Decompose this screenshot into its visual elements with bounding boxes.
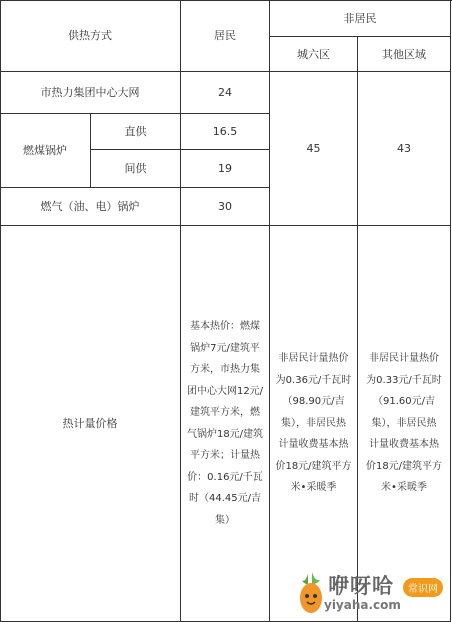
coal-direct-label: 直供 bbox=[124, 125, 147, 138]
text-line: 计量收费基本热 bbox=[369, 439, 439, 451]
row-metered-label bbox=[0, 226, 181, 622]
carrot-mascot-icon bbox=[296, 572, 326, 618]
header-method bbox=[0, 0, 181, 72]
text-line: 为0.33元/千瓦时 bbox=[366, 374, 442, 386]
text-line: 价：0.16元/千瓦 bbox=[187, 471, 263, 483]
text-line: 团中心大网12元/ bbox=[186, 385, 264, 397]
row-coal-indirect-label bbox=[91, 150, 181, 188]
text-line: 价18元/建筑平方 bbox=[275, 460, 352, 472]
non-resident-other-price bbox=[358, 72, 451, 226]
row-coal-direct-resident bbox=[181, 114, 270, 150]
header-non-resident-label: 非居民 bbox=[343, 11, 377, 25]
text-line: 气锅炉18元/建筑 bbox=[186, 428, 264, 440]
header-resident-label: 居民 bbox=[214, 29, 236, 42]
text-line: 集），非居民热 bbox=[281, 417, 346, 429]
header-other-region bbox=[358, 37, 451, 72]
gas-boiler-label: 燃气（油、电）锅炉 bbox=[40, 200, 140, 213]
row-coal-boiler-label bbox=[0, 114, 91, 188]
city-network-label: 市热力集团中心大网 bbox=[40, 86, 140, 99]
watermark bbox=[296, 566, 452, 622]
row-metered-city-six bbox=[270, 226, 358, 622]
header-method-label: 供热方式 bbox=[68, 29, 112, 42]
text-line: （98.90元/吉 bbox=[282, 396, 345, 408]
row-city-network-resident bbox=[181, 72, 270, 114]
text-line: 集） bbox=[215, 514, 235, 526]
watermark-badge: 常识网 bbox=[403, 578, 443, 597]
row-gas-boiler-label bbox=[0, 188, 181, 226]
text-line: 锅炉7元/建筑平 bbox=[190, 342, 260, 354]
text-line: 米•采暖季 bbox=[290, 482, 337, 494]
non-resident-other-value: 43 bbox=[397, 142, 411, 155]
coal-indirect-resident-value: 19 bbox=[218, 162, 232, 175]
text-line: 为0.36元/千瓦时 bbox=[275, 374, 352, 386]
text-line: 方米，市热力集 bbox=[190, 364, 260, 375]
coal-boiler-label: 燃煤锅炉 bbox=[23, 144, 67, 157]
text-line: 非居民计量热价 bbox=[369, 353, 439, 365]
row-coal-indirect-resident bbox=[181, 150, 270, 188]
coal-indirect-label: 间供 bbox=[124, 162, 147, 175]
header-non-resident bbox=[270, 0, 451, 37]
coal-direct-resident-value: 16.5 bbox=[212, 125, 238, 138]
text-line: 平方米；计量热 bbox=[190, 450, 260, 461]
header-other-region-label: 其他区域 bbox=[382, 47, 426, 61]
text-line: 建筑平方米，燃 bbox=[190, 407, 260, 418]
text-line: 米•采暖季 bbox=[381, 482, 427, 494]
row-city-network-label bbox=[0, 72, 181, 114]
text-line: 集），非居民热 bbox=[371, 417, 437, 429]
gas-boiler-resident-value: 30 bbox=[218, 200, 232, 213]
text-line: 非居民计量热价 bbox=[278, 353, 349, 365]
metered-city-six-text bbox=[271, 348, 355, 499]
non-resident-city-six-price bbox=[270, 72, 358, 226]
metered-other-text bbox=[362, 348, 446, 499]
row-metered-other bbox=[358, 226, 451, 622]
city-network-resident-value: 24 bbox=[218, 86, 232, 99]
text-line: 时（44.45元/吉 bbox=[189, 493, 261, 504]
row-coal-direct-label bbox=[91, 114, 181, 150]
metered-resident-text bbox=[183, 316, 267, 531]
header-city-six-label: 城六区 bbox=[297, 47, 330, 61]
text-line: （91.60元/吉 bbox=[373, 396, 435, 408]
text-line: 计量收费基本热 bbox=[278, 439, 349, 451]
watermark-brand: 咿呀哈 bbox=[328, 574, 394, 598]
metered-label: 热计量价格 bbox=[62, 417, 118, 430]
non-resident-city-six-value: 45 bbox=[306, 142, 321, 155]
watermark-url: yiyaha.com bbox=[324, 598, 401, 612]
header-resident bbox=[181, 0, 270, 72]
text-line: 基本热价：燃煤 bbox=[190, 321, 260, 332]
text-line: 价18元/建筑平方 bbox=[365, 460, 443, 472]
header-city-six bbox=[270, 37, 358, 72]
row-gas-boiler-resident bbox=[181, 188, 270, 226]
row-metered-resident bbox=[181, 226, 270, 622]
